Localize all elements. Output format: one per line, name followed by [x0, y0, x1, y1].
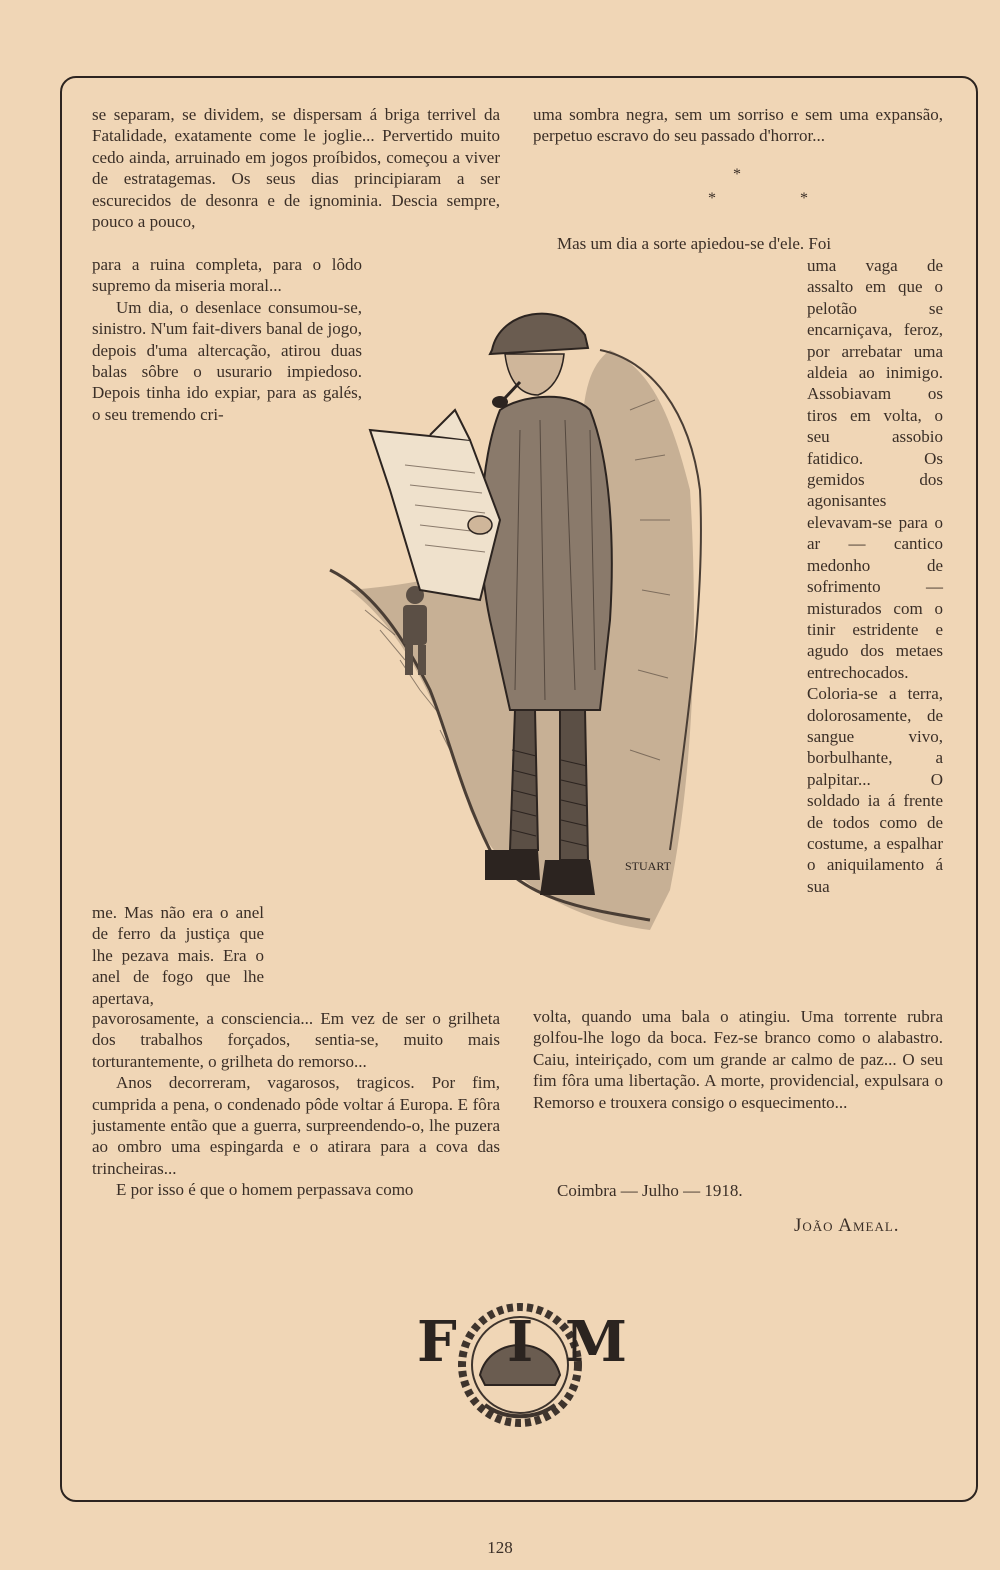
place-date: Coimbra — Julho — 1918. [557, 1181, 743, 1200]
author-signature: João Ameal. [794, 1215, 900, 1236]
paragraph: Anos decorreram, vagarosos, tragicos. Por fim, cumprida a pena, o condenado pôde voltar á Europa. E fôra justamente então que a guerra, surpreendendo-o, lhe puzera ao ombro uma espingarda e o atirara para a cova das trincheiras... [92, 1073, 500, 1178]
star: * * [708, 190, 848, 207]
paragraph: uma sombra negra, sem um sorriso e sem uma expansão, perpetuo escravo do seu passado d'horror... [533, 105, 943, 146]
paragraph: Mas um dia a sorte apiedou-se d'ele. Foi [557, 234, 832, 253]
fim-letter-i: I [507, 1309, 534, 1375]
star: * [733, 166, 781, 183]
right-column-bottom [533, 1006, 943, 1113]
fim-letter-m: M [565, 1309, 627, 1375]
right-column-top [533, 104, 943, 147]
left-column-bottom [92, 1008, 500, 1201]
paragraph: uma vaga de assalto em que o pelotão se encarniçava, feroz, por arrebatar uma aldeia ao inimigo. Assobiavam os tiros em volta, o seu assobio fatidico. Os gemidos dos agonisantes elevavam-se para o ar — cantico medonho de sofrimento — misturados com o tinir estridente e agudo dos metaes entrechocados. Coloria-se a terra, dolorosamente, de sangue vivo, borbulhante, a palpitar... O soldado ia á frente de todos como de costume, a espalhar o aniquilamento á sua [807, 256, 943, 896]
paragraph: pavorosamente, a consciencia... Em vez de ser o grilheta dos trabalhos forçados, sentia-se, muito mais torturantemente, o grilheta do remorso... [92, 1009, 500, 1071]
page-number: 128 [487, 1538, 513, 1557]
paragraph: E por isso é que o homem perpassava como [116, 1180, 414, 1200]
soldier-illustration [270, 290, 730, 960]
left-column-lower-narrow [92, 902, 264, 1009]
paragraph: para a ruina completa, para o lôdo supremo da miseria moral... [92, 255, 362, 296]
left-column-top [92, 104, 500, 232]
right-column-open [533, 233, 943, 254]
paragraph: Um dia, o desenlace consumou-se, sinistro. N'um fait-divers banal de jogo, depois d'uma altercação, atirou duas balas sôbre o usurario impiedoso. Depois tinha ido expiar, para as galés, o seu tremendo cri- [92, 297, 362, 424]
paragraph: se separam, se dividem, se dispersam á briga terrivel da Fatalidade, exatamente come le joglie... Pervertido muito cedo ainda, arruinado em jogos proíbidos, começou a viver de estratagemas. Os seus dias principiaram a ser escurecidos de desonra e de ignominia. Descia sempre, pouco a pouco, [92, 105, 500, 232]
fim-letter-f: F [417, 1309, 457, 1375]
illustration-signature: STUART [625, 859, 671, 873]
paragraph: me. Mas não era o anel de ferro da justiça que lhe pezava mais. Era o anel de fogo que lhe apertava, [92, 903, 264, 1008]
section-break [708, 190, 848, 208]
section-break [733, 166, 781, 184]
right-column-narrow [807, 255, 943, 897]
fim-emblem [415, 1295, 625, 1435]
paragraph: volta, quando uma bala o atingiu. Uma torrente rubra golfou-lhe logo da boca. Fez-se branco como o alabastro. Caiu, inteiriçado, com um grande ar calmo de paz... O seu fim fôra uma libertação. A morte, providencial, expulsara o Remorso e trouxera consigo o esquecimento... [533, 1007, 943, 1112]
